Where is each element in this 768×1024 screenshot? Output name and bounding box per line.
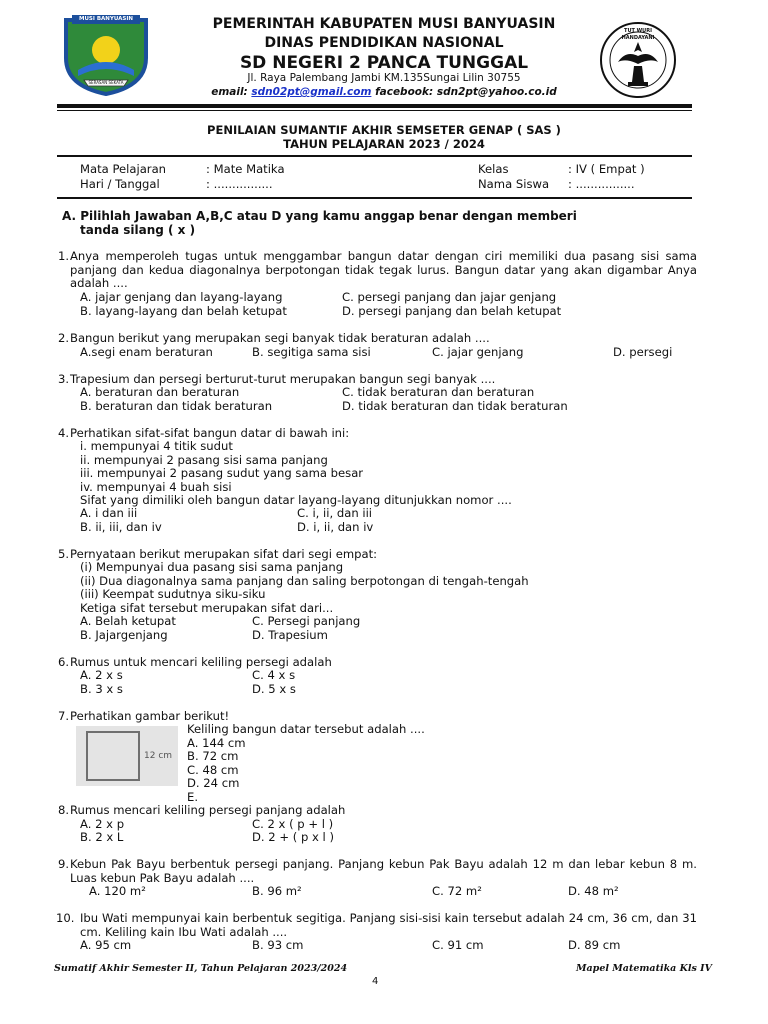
question-stem: Keliling bangun datar tersebut adalah ....: [187, 722, 425, 736]
question-text: Trapesium dan persegi berturut-turut merupakan bangun segi banyak ....: [70, 372, 496, 386]
date-value: : ................: [206, 177, 273, 191]
answer-option: D. i, ii, dan iv: [297, 520, 374, 534]
question-number: 8.: [58, 803, 70, 817]
answer-option: B. Jajargenjang: [80, 628, 168, 642]
question-text: Pernyataan berikut merupakan sifat dari segi empat:: [70, 547, 378, 561]
question-text: Perhatikan sifat-sifat bangun datar di bawah ini:: [70, 426, 350, 440]
question-stem: Sifat yang dimiliki oleh bangun datar layang-layang ditunjukkan nomor ....: [80, 493, 512, 507]
section-a-instruction: A. Pilihlah Jawaban A,B,C atau D yang kamu anggap benar dengan memberi: [62, 209, 577, 223]
answer-option: C. 91 cm: [432, 938, 484, 952]
question-text: Ibu Wati mempunyai kain berbentuk segitiga. Panjang sisi-sisi kain tersebut adalah 24 cm, 36 cm, dan 31 cm. Keliling kain Ibu Wati adalah ....: [80, 911, 697, 939]
answer-option: A. i dan iii: [80, 506, 138, 520]
section-a-instruction-cont: tanda silang ( x ): [80, 223, 196, 237]
date-label: Hari / Tanggal: [80, 177, 160, 191]
question-stem: Ketiga sifat tersebut merupakan sifat dari...: [80, 601, 334, 615]
answer-option: D. 2 + ( p x l ): [252, 830, 334, 844]
question-number: 7.: [58, 709, 70, 723]
answer-option: A. jajar genjang dan layang-layang: [80, 290, 283, 304]
answer-option: D. 5 x s: [252, 682, 296, 696]
info-rule-bottom: [57, 197, 692, 199]
answer-option: E.: [187, 790, 199, 804]
answer-option: C. jajar genjang: [432, 345, 524, 359]
answer-option: C. tidak beraturan dan beraturan: [342, 385, 535, 399]
exam-title: PENILAIAN SUMANTIF AKHIR SEMSETER GENAP ( SAS ): [207, 123, 561, 137]
subject-value: : Mate Matika: [206, 162, 285, 176]
header-rule-thin: [57, 110, 692, 111]
statement-item: (i) Mempunyai dua pasang sisi sama panjang: [80, 560, 344, 574]
answer-option: D. tidak beraturan dan tidak beraturan: [342, 399, 568, 413]
district-logo-text: MUSI BANYUASIN: [78, 16, 134, 22]
answer-option: C. Persegi panjang: [252, 614, 361, 628]
question-number: 3.: [58, 372, 70, 386]
school-address: Jl. Raya Palembang Jambi KM.135Sungai Lilin 30755: [247, 72, 521, 84]
footer-right: Mapel Matematika Kls IV: [576, 963, 712, 974]
student-name-label: Nama Siswa: [478, 177, 550, 191]
student-name-value: : ................: [568, 177, 635, 191]
square-side-label: 12 cm: [144, 751, 173, 761]
question-number: 2.: [58, 331, 70, 345]
question-number: 6.: [58, 655, 70, 669]
question-number: 9.: [58, 857, 70, 871]
answer-option: D. 89 cm: [568, 938, 621, 952]
question-text: Perhatikan gambar berikut!: [70, 709, 230, 723]
answer-option: C. persegi panjang dan jajar genjang: [342, 290, 557, 304]
answer-option: C. 48 cm: [187, 763, 239, 777]
answer-option: C. 2 x ( p + l ): [252, 817, 334, 831]
question-text: Rumus mencari keliling persegi panjang adalah: [70, 803, 346, 817]
statement-item: iv. mempunyai 4 buah sisi: [80, 480, 232, 494]
info-rule-top: [57, 155, 692, 157]
answer-option: B. 96 m²: [252, 884, 302, 898]
school-name: SD NEGERI 2 PANCA TUNGGAL: [239, 53, 529, 73]
answer-option: A. 95 cm: [80, 938, 132, 952]
answer-option: B. beraturan dan tidak beraturan: [80, 399, 273, 413]
statement-item: iii. mempunyai 2 pasang sudut yang sama besar: [80, 466, 364, 480]
department-title: DINAS PENDIDIKAN NASIONAL: [264, 35, 504, 51]
answer-option: A. 120 m²: [89, 884, 146, 898]
class-value: : IV ( Empat ): [568, 162, 645, 176]
statement-item: ii. mempunyai 2 pasang sisi sama panjang: [80, 453, 328, 467]
government-title: PEMERINTAH KABUPATEN MUSI BANYUASIN: [212, 16, 556, 32]
district-logo-ribbon: SERASAN SEKATA: [88, 80, 124, 85]
answer-option: A. 2 x s: [80, 668, 123, 682]
square-shape: [86, 731, 140, 781]
facebook-text: facebook: sdn2pt@yahoo.co.id: [375, 86, 557, 98]
answer-option: D. persegi: [613, 345, 673, 359]
question-text: Kebun Pak Bayu berbentuk persegi panjang. Panjang kebun Pak Bayu adalah 12 m dan lebar kebun 8 m. Luas kebun Pak Bayu adalah ....: [70, 857, 697, 885]
answer-option: D. Trapesium: [252, 628, 328, 642]
question-text: Bangun berikut yang merupakan segi banyak tidak beraturan adalah ....: [70, 331, 490, 345]
answer-option: D. persegi panjang dan belah ketupat: [342, 304, 562, 318]
question-number: 4.: [58, 426, 70, 440]
answer-option: B. 93 cm: [252, 938, 304, 952]
question-text: Rumus untuk mencari keliling persegi adalah: [70, 655, 332, 669]
answer-option: B. 72 cm: [187, 749, 239, 763]
answer-option: A. 2 x p: [80, 817, 125, 831]
answer-option: C. 72 m²: [432, 884, 482, 898]
answer-option: B. layang-layang dan belah ketupat: [80, 304, 287, 318]
question-number: 1.: [58, 249, 70, 263]
answer-option: D. 48 m²: [568, 884, 619, 898]
answer-option: A. Belah ketupat: [80, 614, 176, 628]
answer-option: A.segi enam beraturan: [80, 345, 213, 359]
statement-item: (iii) Keempat sudutnya siku-siku: [80, 587, 266, 601]
exam-year: TAHUN PELAJARAN 2023 / 2024: [283, 137, 485, 151]
page-number: 4: [372, 976, 379, 987]
footer-left: Sumatif Akhir Semester II, Tahun Pelajaran 2023/2024: [54, 963, 348, 974]
answer-option: D. 24 cm: [187, 776, 240, 790]
square-figure: [76, 726, 178, 786]
answer-option: C. i, ii, dan iii: [297, 506, 373, 520]
answer-option: B. ii, iii, dan iv: [80, 520, 162, 534]
answer-option: B. 3 x s: [80, 682, 123, 696]
email-link[interactable]: sdn02pt@gmail.com: [251, 86, 372, 98]
header-rule-thick: [57, 104, 692, 108]
answer-option: C. 4 x s: [252, 668, 296, 682]
statement-item: (ii) Dua diagonalnya sama panjang dan saling berpotongan di tengah-tengah: [80, 574, 529, 588]
question-number: 10.: [56, 911, 75, 925]
question-number: 5.: [58, 547, 70, 561]
answer-option: A. 144 cm: [187, 736, 246, 750]
email-label: email:: [211, 86, 248, 98]
answer-option: B. segitiga sama sisi: [252, 345, 371, 359]
answer-option: A. beraturan dan beraturan: [80, 385, 240, 399]
class-label: Kelas: [478, 162, 509, 176]
subject-label: Mata Pelajaran: [80, 162, 167, 176]
contact-line: [0, 86, 768, 99]
answer-option: B. 2 x L: [80, 830, 124, 844]
tut-wuri-logo-text: TUT WURI HANDAYANI: [621, 28, 655, 41]
question-text: Anya memperoleh tugas untuk menggambar bangun datar dengan ciri memiliki dua pasang sisi sama panjang dan kedua diagonalnya berpotongan tidak tegak lurus. Bangun datar yang akan digambar Anya adalah ....: [70, 249, 697, 290]
statement-item: i. mempunyai 4 titik sudut: [80, 439, 233, 453]
